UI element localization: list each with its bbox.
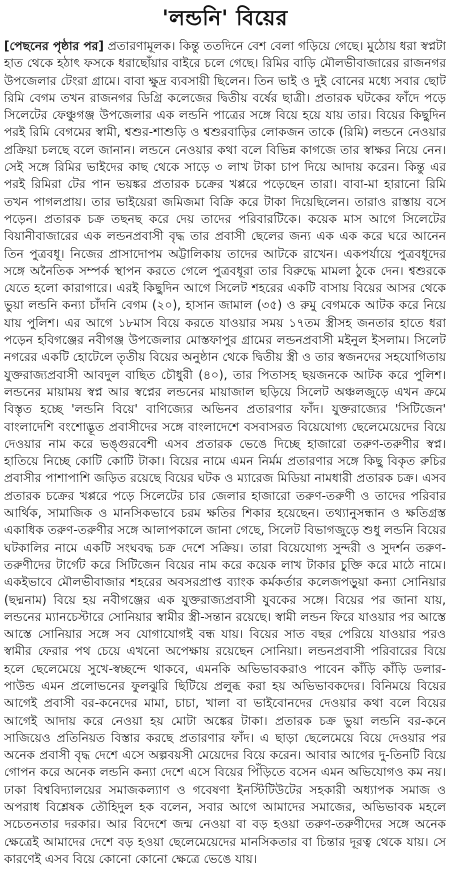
article-body [4, 38, 446, 870]
continuation-marker: [পেছনের পৃষ্ঠার পর] [4, 39, 104, 53]
article-paragraph [4, 38, 446, 868]
article-text: প্রতারণামূলক। কিন্তু ততদিনে বেশ বেলা গড়িয়ে গেছে। মুঠোয় ধরা স্বপ্নটা হাত থেকে হঠাৎ ফসকে ধরাছোঁয়ার বাইরে চলে গেছে। রিমির বাড়ি মৌলভীবাজারের রাজনগর উপজেলার টেংরা গ্রামে। বাবা ক্ষুদ্র ব্যবসায়ী ছিলেন। তিন ভাই ও দুই বোনের মধ্যে সবার ছোট রিমি বেগম তখন রাজনগর ডিগ্রি কলেজের দ্বিতীয় বর্ষের ছাত্রী। প্রতারক ঘটকের ফাঁদে পড়ে সিলেটের ফেঞ্চুগঞ্জ উপজেলার এক লন্ডনি পাত্রের সঙ্গে বিয়ে হয়ে যায় তার। বিয়ের কিছুদিন পরই রিমি বেগমের স্বামী, শ্বশুর-শাশুড়ি ও শ্বশুরবাড়ির লোকজন তাকে (রিমি) লন্ডনে নেওয়ার প্রক্রিয়া চলছে বলে জানান। লন্ডনে নেওয়ার কথা বলে বিভিন্ন কাগজে তার স্বাক্ষর নিয়ে নেন। সেই সঙ্গে রিমির ভাইদের কাছ থেকে সাড়ে ৩ লাখ টাকা চাপ দিয়ে আদায় করেন। কিন্তু এর পরই রিমিরা টের পান ভয়ঙ্কর প্রতারক চক্রের খপ্পরে পড়েছেন তারা। বাবা-মা হারানো রিমি তখন পাগলপ্রায়। তার ভাইয়েরা জমিজমা বিক্রি করে টাকা দিয়েছিলেন। তারাও রাস্তায় বসে পড়েন। প্রতারক চক্র তছনছ করে দেয় তাদের পরিবারটিকে। কয়েক মাস আগে সিলেটের বিয়ানীবাজারের এক লন্ডনপ্রবাসী বৃদ্ধ তার প্রবাসী ছেলের জন্য এক এক করে ঘরে আনেন তিন পুত্রবধূ। নিজের প্রাসাদোপম অট্টালিকায় তাদের আটকে রাখেন। একপর্যায়ে পুত্রবধূদের সঙ্গে অনৈতিক সম্পর্ক স্থাপন করতে গেলে পুত্রবধূরা তার বিরুদ্ধে মামলা ঠুকে দেন। শ্বশুরকে যেতে হলো কারাগারে। এরই কিছুদিন আগে সিলেট শহরের একটি বাসায় বিয়ের আসর থেকে ভুয়া লন্ডনি কন্যা চাঁদনি বেগম (২০), হাসান জামাল (৩৫) ও রুমু বেগমকে আটক করে নিয়ে যায় পুলিশ। এর আগে ১৮মাস বিয়ে করতে যাওয়ার সময় ১৭তম স্ত্রীসহ জনতার হাতে ধরা পড়েন হবিগঞ্জের নবীগঞ্জ উপজেলার মোস্তফাপুর গ্রামের লন্ডনপ্রবাসী মইনুল ইসলাম। সিলেট নগরের একটি হোটেলে তৃতীয় বিয়ের অনুষ্ঠান থেকে দ্বিতীয় স্ত্রী ও তার স্বজনদের সহযোগিতায় যুক্তরাজ্যপ্রবাসী আবদুল বাছিত চৌধুরী (৪০), তার পিতাসহ ছয়জনকে আটক করে পুলিশ। লন্ডনের মায়াময় স্বপ্ন আর স্বপ্নের লন্ডনের মায়াজাল ছড়িয়ে সিলেট অঞ্চলজুড়ে এখন ক্রমে বিস্তৃত হচ্ছে 'লন্ডনি বিয়ে' বাণিজ্যের অভিনব প্রতারণার ফাঁদ। যুক্তরাজ্যের 'সিটিজেন' বাংলাদেশি বংশোদ্ভূত প্রবাসীদের সঙ্গে বাংলাদেশে বসবাসরত বিয়েযোগ্য ছেলেমেয়েদের বিয়ে দেওয়ার নাম করে ভঙ্গুরবেশী এসব প্রতারক ভেঙে দিচ্ছে হাজারো তরুণ-তরুণীর স্বপ্ন। হাতিয়ে নিচ্ছে কোটি কোটি টাকা। বিয়ের নামে এমন নির্মম প্রতারণার সঙ্গে কিছু বিকৃত রুচির প্রবাসীর পাশাপাশি জড়িত রয়েছে বিয়ের ঘটক ও ম্যারেজ মিডিয়া নামধারী প্রতারক চক্র। এসব প্রতারক চক্রের খপ্পরে পড়ে সিলেটের চার জেলার হাজারো তরুণ-তরুণী ও তাদের পরিবার আর্থিক, সামাজিক ও মানসিকভাবে চরম ক্ষতির শিকার হয়েছেন। তথ্যানুসন্ধান ও ক্ষতিগ্রস্ত একাধিক তরুণ-তরুণীর সঙ্গে আলাপকালে জানা গেছে, সিলেট বিভাগজুড়ে শুধু লন্ডনি বিয়ের ঘটকালির নামে একটি সংঘবদ্ধ চক্র দেশে সক্রিয়। তারা বিয়েযোগ্য সুন্দরী ও সুদর্শন তরুণ-তরুণীদের টার্গেট করে সিটিজেন বিয়ের নাম করে কয়েক লাখ টাকার চুক্তি করে মাঠে নামে। একইভাবে মৌলভীবাজার শহরের অবসরপ্রাপ্ত ব্যাংক কর্মকর্তার কলেজপড়ুয়া কন্যা সোনিয়ার (ছদ্মনাম) বিয়ে হয় নবীগঞ্জের এক যুক্তরাজ্যপ্রবাসী যুবকের সঙ্গে। বিয়ের পর জানা যায়, লন্ডনের ম্যানচেস্টারে সোনিয়ার স্বামীর স্ত্রী-সন্তান রয়েছে। স্বামী লন্ডন ফিরে যাওয়ার পর আস্তে আস্তে সোনিয়ার সঙ্গে সব যোগাযোগই বন্ধ যায়। বিয়ের সাত বছর পেরিয়ে যাওয়ার পরও স্বামীর ফেরার পথ চেয়ে এখনো অপেক্ষায় রয়েছেন সোনিয়া। লন্ডনপ্রবাসী পরিবারের বিয়ে হলে ছেলেমেয়ে সুখে-স্বচ্ছন্দে থাকবে, এমনকি অভিভাবকরাও পাবেন কাঁড়ি কাঁড়ি ডলার-পাউন্ড এমন প্রলোভনের ফুলঝুরি ছিটিয়ে প্রলুব্ধ করা হয় অভিভাবকদের। বিনিময়ে বিয়ের আগেই প্রবাসী বর-কনেদের মামা, চাচা, খালা বা ভাইবোনদের দেওয়ার কথা বলে বিয়ের আগেই আদায় করে নেওয়া হয় মোটা অঙ্কের টাকা। প্রতারক চক্র ভুয়া লন্ডনি বর-কনে সাজিয়েও প্রতিনিয়ত বিস্তার করছে প্রতারণার ফাঁদ। এ ছাড়া ছেলেমেয়ে বিয়ে দেওয়ার পর অনেক প্রবাসী বৃদ্ধ দেশে এসে অল্পবয়সী মেয়েদের বিয়ে করেন। আবার আগের দু-তিনটি বিয়ে গোপন করে অনেক লন্ডনি কন্যা দেশে এসে বিয়ের পিঁড়িতে বসেন এমন অভিযোগও কম নয়। ঢাকা বিশ্ববিদ্যালয়ের সমাজকল্যাণ ও গবেষণা ইনস্টিটিউটের সহকারী অধ্যাপক সমাজ ও অপরাধ বিশ্লেষক তৌহিদুল হক বলেন, সবার আগে আমাদের সমাজের, অভিভাবক মহলে সচেতনতার দরকার। আর বিদেশে জন্ম নেওয়া বা বড় হওয়া তরুণ-তরুণীদের সঙ্গে অনেক ক্ষেত্রেই আমাদের দেশে বড় হওয়া ছেলেমেয়েদের মানসিকতার বা চিন্তার দূরত্ব থেকে যায়। সে কারণেই এসব বিয়ে কোনো কোনো ক্ষেত্রে ভেঙে যায়। [4, 39, 446, 866]
previous-page-strip [0, 0, 450, 4]
article-title: 'লন্ডনি' বিয়ের [162, 6, 288, 30]
